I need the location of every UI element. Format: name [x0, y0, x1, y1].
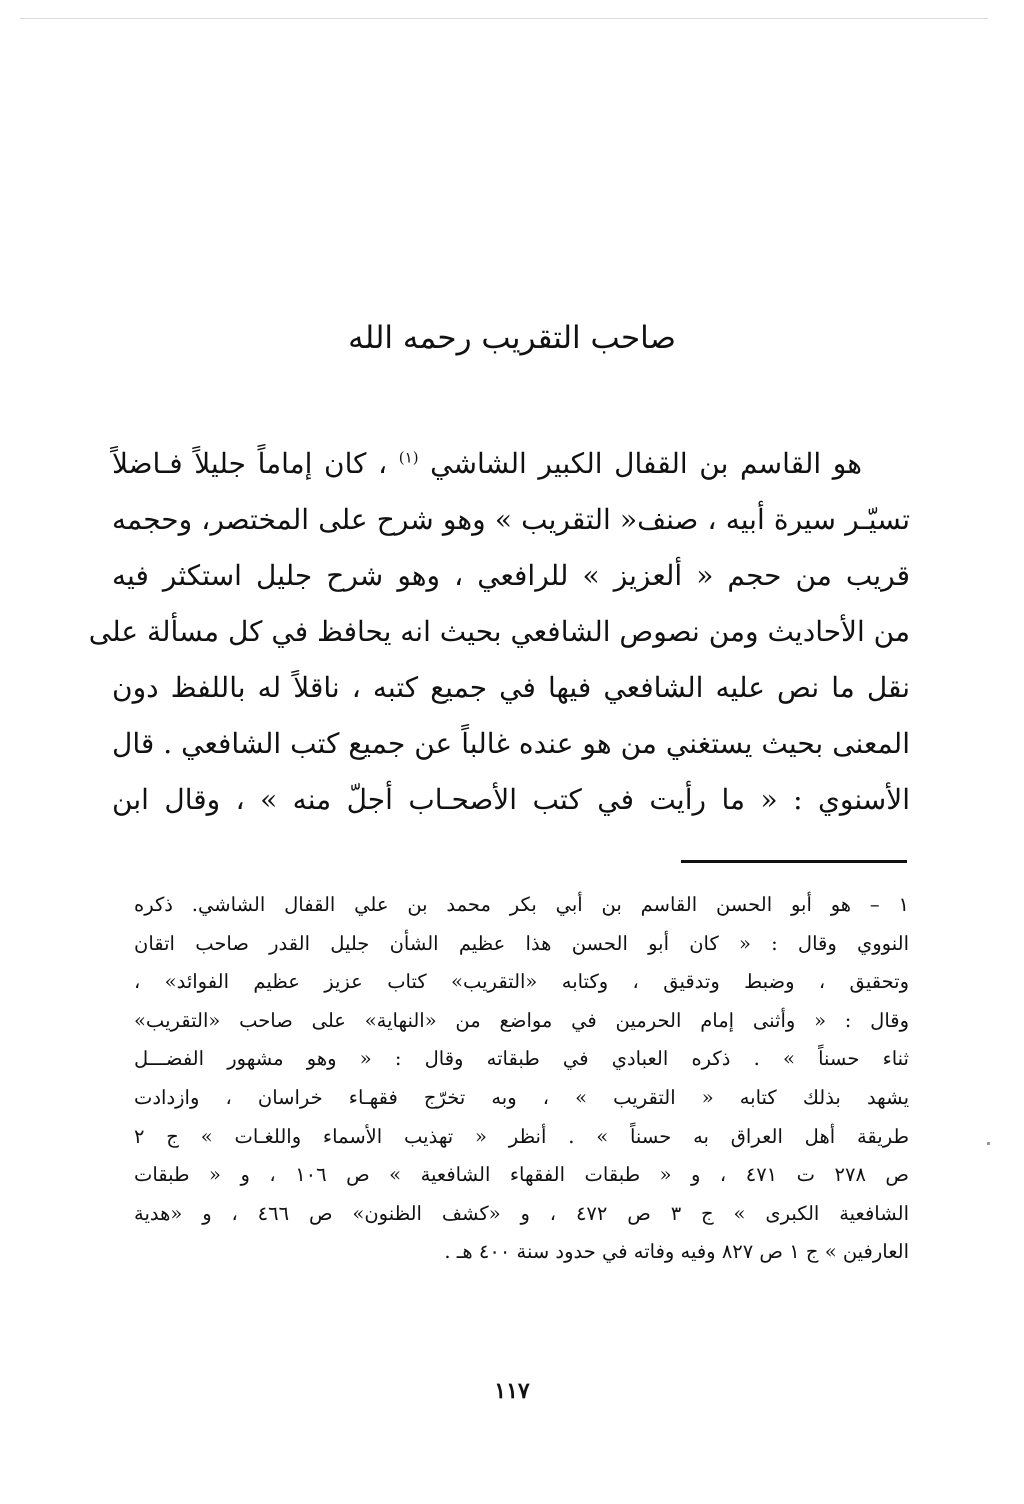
scan-speck [987, 1142, 990, 1145]
footnote-line: ١ – هو أبو الحسن القاسم بن أبي بكر محمد بن علي القفال الشاشي. ذكره [134, 893, 909, 916]
footnote-line: وتحقيق ، وضبط وتدقيق ، وكتابه «التقريب» كتاب عزيز عظيم الفوائد» ، [134, 970, 909, 994]
body-line: نقل ما نص عليه الشافعي فيها في جميع كتبه ، ناقلاً له باللفظ دون [112, 671, 910, 704]
footnote-line: النووي وقال : « كان أبو الحسن هذا عظيم الشأن جليل القدر صاحب اتقان [134, 931, 909, 955]
footnote-reference: (١) [398, 448, 419, 467]
body-line [112, 436, 910, 492]
footnote-line: وقال : « وأثنى إمام الحرمين في مواضع من «النهاية» على صاحب «التقريب» [134, 1008, 909, 1032]
footnote-line: يشهد بذلك كتابه « التقريب » ، وبه تخرّج فقهـاء خراسان ، وازدادت [134, 1085, 909, 1109]
body-text [88, 436, 910, 828]
page-heading: صاحب التقريب رحمه الله [348, 320, 676, 356]
body-line: قريب من حجم « ألعزيز » للرافعي ، وهو شرح جليل استكثر فيه [112, 559, 910, 592]
body-line-tail: ، كان إماماً جليلاً فـاضلاً [112, 447, 388, 480]
body-line: المعنى بحيث يستغني من هو عنده غالباً عن جميع كتب الشافعي . قال [112, 727, 910, 760]
page-number: ١١٧ [494, 1378, 530, 1404]
footnote-line: طريقة أهل العراق به حسناً » . أنظر « تهذيب الأسماء واللغـات » ج ٢ [134, 1124, 909, 1148]
body-line: تسيّـر سيرة أبيه ، صنف« التقريب » وهو شرح على المختصر، وحجمه [112, 503, 910, 536]
footnote-line: الشافعية الكبرى » ج ٣ ص ٤٧٢ ، و «كشف الظنون» ص ٤٦٦ ، و «هدية [134, 1201, 909, 1225]
body-line: الأسنوي : « ما رأيت في كتب الأصحـاب أجلّ منه » ، وقال ابن [112, 783, 910, 816]
body-line: من الأحاديث ومن نصوص الشافعي بحيث انه يحافظ في كل مسألة على [88, 615, 910, 648]
footnote-line: ثناء حسناً » . ذكره العبادي في طبقاته وقال : « وهو مشهور الفضـــل [134, 1047, 909, 1071]
footnote-line: العارفين » ج ١ ص ٨٢٧ وفيه وفاته في حدود سنة ٤٠٠ هـ . [444, 1240, 909, 1264]
footnote-line: ص ٢٧٨ ت ٤٧١ ، و « طبقات الفقهاء الشافعية » ص ١٠٦ ، و « طبقات [134, 1163, 909, 1187]
footnote [134, 886, 909, 1272]
body-line-text: هو القاسم بن القفال الكبير الشاشي [430, 447, 862, 480]
footnote-separator [681, 860, 907, 863]
top-edge-rule [20, 18, 988, 19]
